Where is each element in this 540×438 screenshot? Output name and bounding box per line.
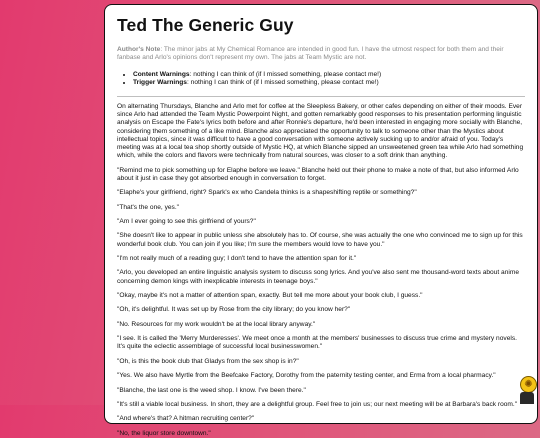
story-paragraph: "No, the liquor store downtown."	[117, 429, 211, 437]
authors-note	[117, 46, 525, 63]
content-warning-label: Content Warnings	[133, 70, 190, 78]
trigger-warning-label: Trigger Warnings	[133, 79, 187, 87]
story-paragraph: "Remind me to pick something up for Elaphe before we leave." Blanche held out their phone to make a note of that, but also informed Arlo about it just in case they got absorbed enough in conversation to forget.	[117, 166, 519, 182]
story-paragraph: "No. Resources for my work wouldn't be at the local library anyway."	[117, 320, 316, 328]
trigger-warning-text: : nothing I can think of (if I missed something, please contact me!)	[186, 79, 379, 87]
story-paragraph: "Okay, maybe it's not a matter of attention span, exactly. But tell me more about your book club, I guess."	[117, 291, 423, 299]
story-paragraph: "Elaphe's your girlfriend, right? Spark's ex who Candela thinks is a shapeshifting reptile or something?"	[117, 189, 417, 197]
authors-note-label: Author's Note	[117, 46, 161, 53]
story-paragraph: "It's still a viable local business. In short, they are a delightful group. Feel free to join us; our next meeting will be at Barbara's back room."	[117, 400, 518, 408]
story-paragraph: "Blanche, the last one is the weed shop. I know. I've been there."	[117, 386, 306, 394]
story-paragraph: "That's the one, yes."	[117, 203, 180, 211]
warnings-list	[117, 71, 525, 88]
trigger-warning-item	[133, 79, 525, 88]
story-paragraph: "Am I ever going to see this girlfriend of yours?"	[117, 217, 256, 225]
authors-note-text: : The minor jabs at My Chemical Romance are intended in good fun. I have the utmost respect for both them and their fanbase and Arlo's opinions don't represent my own. The jabs at Team Mystic are not.	[117, 46, 504, 62]
story-paragraph: "Oh, it's delightful. It was set up by Rose from the city library; do you know her?"	[117, 306, 351, 314]
story-paragraph: "And where's that? A hitman recruiting center?"	[117, 415, 255, 423]
page-title: Ted The Generic Guy	[117, 15, 294, 35]
story-paragraph: On alternating Thursdays, Blanche and Arlo met for coffee at the Sleepless Bakery, or other cafes depending on either of their moods. Ever since Arlo had attended the Team Mystic Powerpoint Night, and gotten remarkably good responses to his presentation performing linguistic analysis on Escape the Fate's lyrics both before and after Ronnie's departure, he'd been interested in engaging more socially with Blanche, considering them something of a like mind. Blanche also appreciated the opportunity to talk to someone other than the Mystics about intellectual topics, since it was difficult to have a good conversation with someone actively sucking up to and/or afraid of you. Today's meeting was at a local tea shop shortly outside of Mystic HQ, at which Blanche sipped an unsweetened green tea while Arlo had something which, while the colors and flavors were technically from natural sources, was closer to a soft drink than anything.	[117, 103, 524, 160]
content-warning-text: : nothing I can think of (if I missed something, please contact me!)	[189, 70, 382, 78]
story-paragraph: "I see. It is called the 'Merry Murderesses'. We meet once a month at the members' businesses to discuss true crime and mystery novels. It's quite the eclectic assemblage of successful local businesswomen."	[117, 335, 517, 351]
story-page	[104, 4, 538, 437]
story-paragraph: "I'm not really much of a reading guy; I don't tend to have the attention span for it."	[117, 254, 357, 262]
section-divider	[117, 96, 525, 97]
content-warning-item	[133, 71, 525, 80]
sun-flower-icon[interactable]: ✺	[520, 376, 537, 393]
story-paragraph: "She doesn't like to appear in public unless she absolutely has to. Of course, she was actually the one who convinced me to sign up for this wonderful book club. You can join if you like; I'm sure the members would love to have you."	[117, 232, 523, 248]
tab-corner-icon[interactable]	[520, 392, 534, 404]
story-paragraph: "Arlo, you developed an entire linguistic analysis system to discuss song lyrics. And you've also sent me thousand-word texts about anime concerning demon kings with inexplicable interests in teenage boys."	[117, 269, 519, 285]
story-body	[117, 103, 525, 438]
story-paragraph: "Oh, is this the book club that Gladys from the sex shop is in?"	[117, 357, 299, 365]
story-paragraph: "Yes. We also have Myrtle from the Beefcake Factory, Dorothy from the paternity testing center, and Erma from a local pharmacy."	[117, 372, 496, 380]
